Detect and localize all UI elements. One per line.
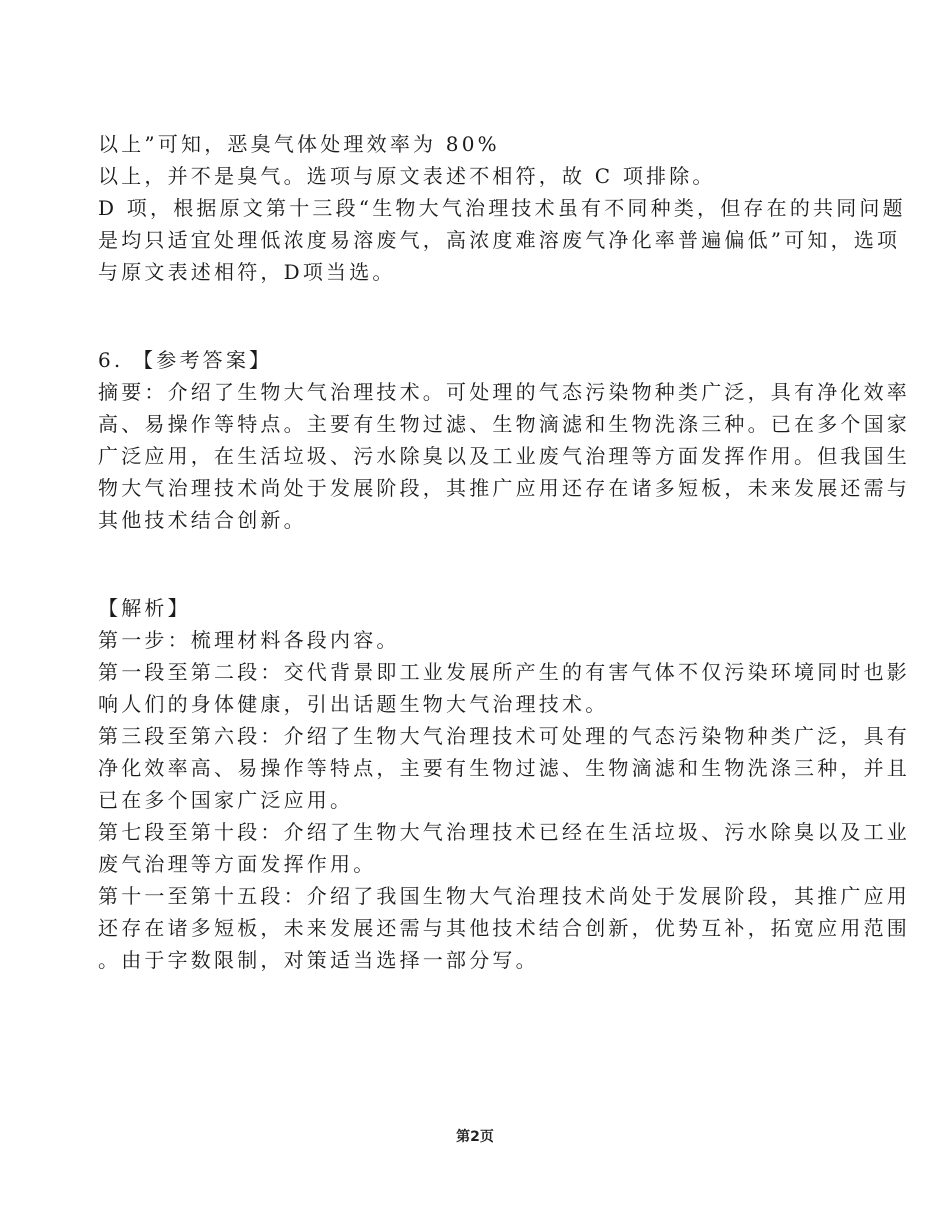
summary-line: 摘要：介绍了生物大气治理技术。可处理的气态污染物种类广泛，具有净化效率 xyxy=(98,380,910,404)
text-line: D 项，根据原文第十三段“生物大气治理技术虽有不同种类，但存在的共同问题 xyxy=(98,196,906,220)
analysis-line: 废气治理等方面发挥作用。 xyxy=(98,852,377,876)
analysis-line: 还存在诸多短板，未来发展还需与其他技术结合创新，优势互补，拓宽应用范围 xyxy=(98,916,910,940)
analysis-line: 第七段至第十段：介绍了生物大气治理技术已经在生活垃圾、污水除臭以及工业 xyxy=(98,820,910,844)
analysis-line: 第十一至第十五段：介绍了我国生物大气治理技术尚处于发展阶段，其推广应用 xyxy=(98,884,910,908)
analysis-line: 净化效率高、易操作等特点，主要有生物过滤、生物滴滤和生物洗涤三种，并且 xyxy=(98,756,910,780)
paragraph-gap xyxy=(98,288,864,344)
page-number: 第2页 xyxy=(456,1129,494,1145)
text-line: 是均只适宜处理低浓度易溶废气，高浓度难溶废气净化率普遍偏低”可知，选项 xyxy=(98,228,901,252)
summary-line: 其他技术结合创新。 xyxy=(98,508,307,532)
text-line: 与原文表述相符，D项当选。 xyxy=(98,260,396,284)
analysis-line: 已在多个国家广泛应用。 xyxy=(98,788,354,812)
analysis-line: 响人们的身体健康，引出话题生物大气治理技术。 xyxy=(98,692,609,716)
text-line: 以上”可知，恶臭气体处理效率为 80% xyxy=(98,132,500,156)
summary-line: 高、易操作等特点。主要有生物过滤、生物滴滤和生物洗涤三种。已在多个国家 xyxy=(98,412,910,436)
analysis-line: 第一步：梳理材料各段内容。 xyxy=(98,628,400,652)
analysis-line: 。由于字数限制，对策适当选择一部分写。 xyxy=(98,948,539,972)
text-line: 以上，并不是臭气。选项与原文表述不相符，故 C 项排除。 xyxy=(98,164,716,188)
analysis-line: 第三段至第六段：介绍了生物大气治理技术可处理的气态污染物种类广泛，具有 xyxy=(98,724,910,748)
paragraph-gap xyxy=(98,536,864,592)
document-body xyxy=(98,128,910,976)
analysis-line: 第一段至第二段：交代背景即工业发展所产生的有害气体不仅污染环境同时也影 xyxy=(98,660,910,684)
summary-line: 物大气治理技术尚处于发展阶段，其推广应用还存在诸多短板，未来发展还需与 xyxy=(98,476,910,500)
analysis-heading: 【解析】 xyxy=(98,596,191,620)
summary-line: 广泛应用，在生活垃圾、污水除臭以及工业废气治理等方面发挥作用。但我国生 xyxy=(98,444,910,468)
question-6-heading: 6. 【参考答案】 xyxy=(98,348,273,372)
